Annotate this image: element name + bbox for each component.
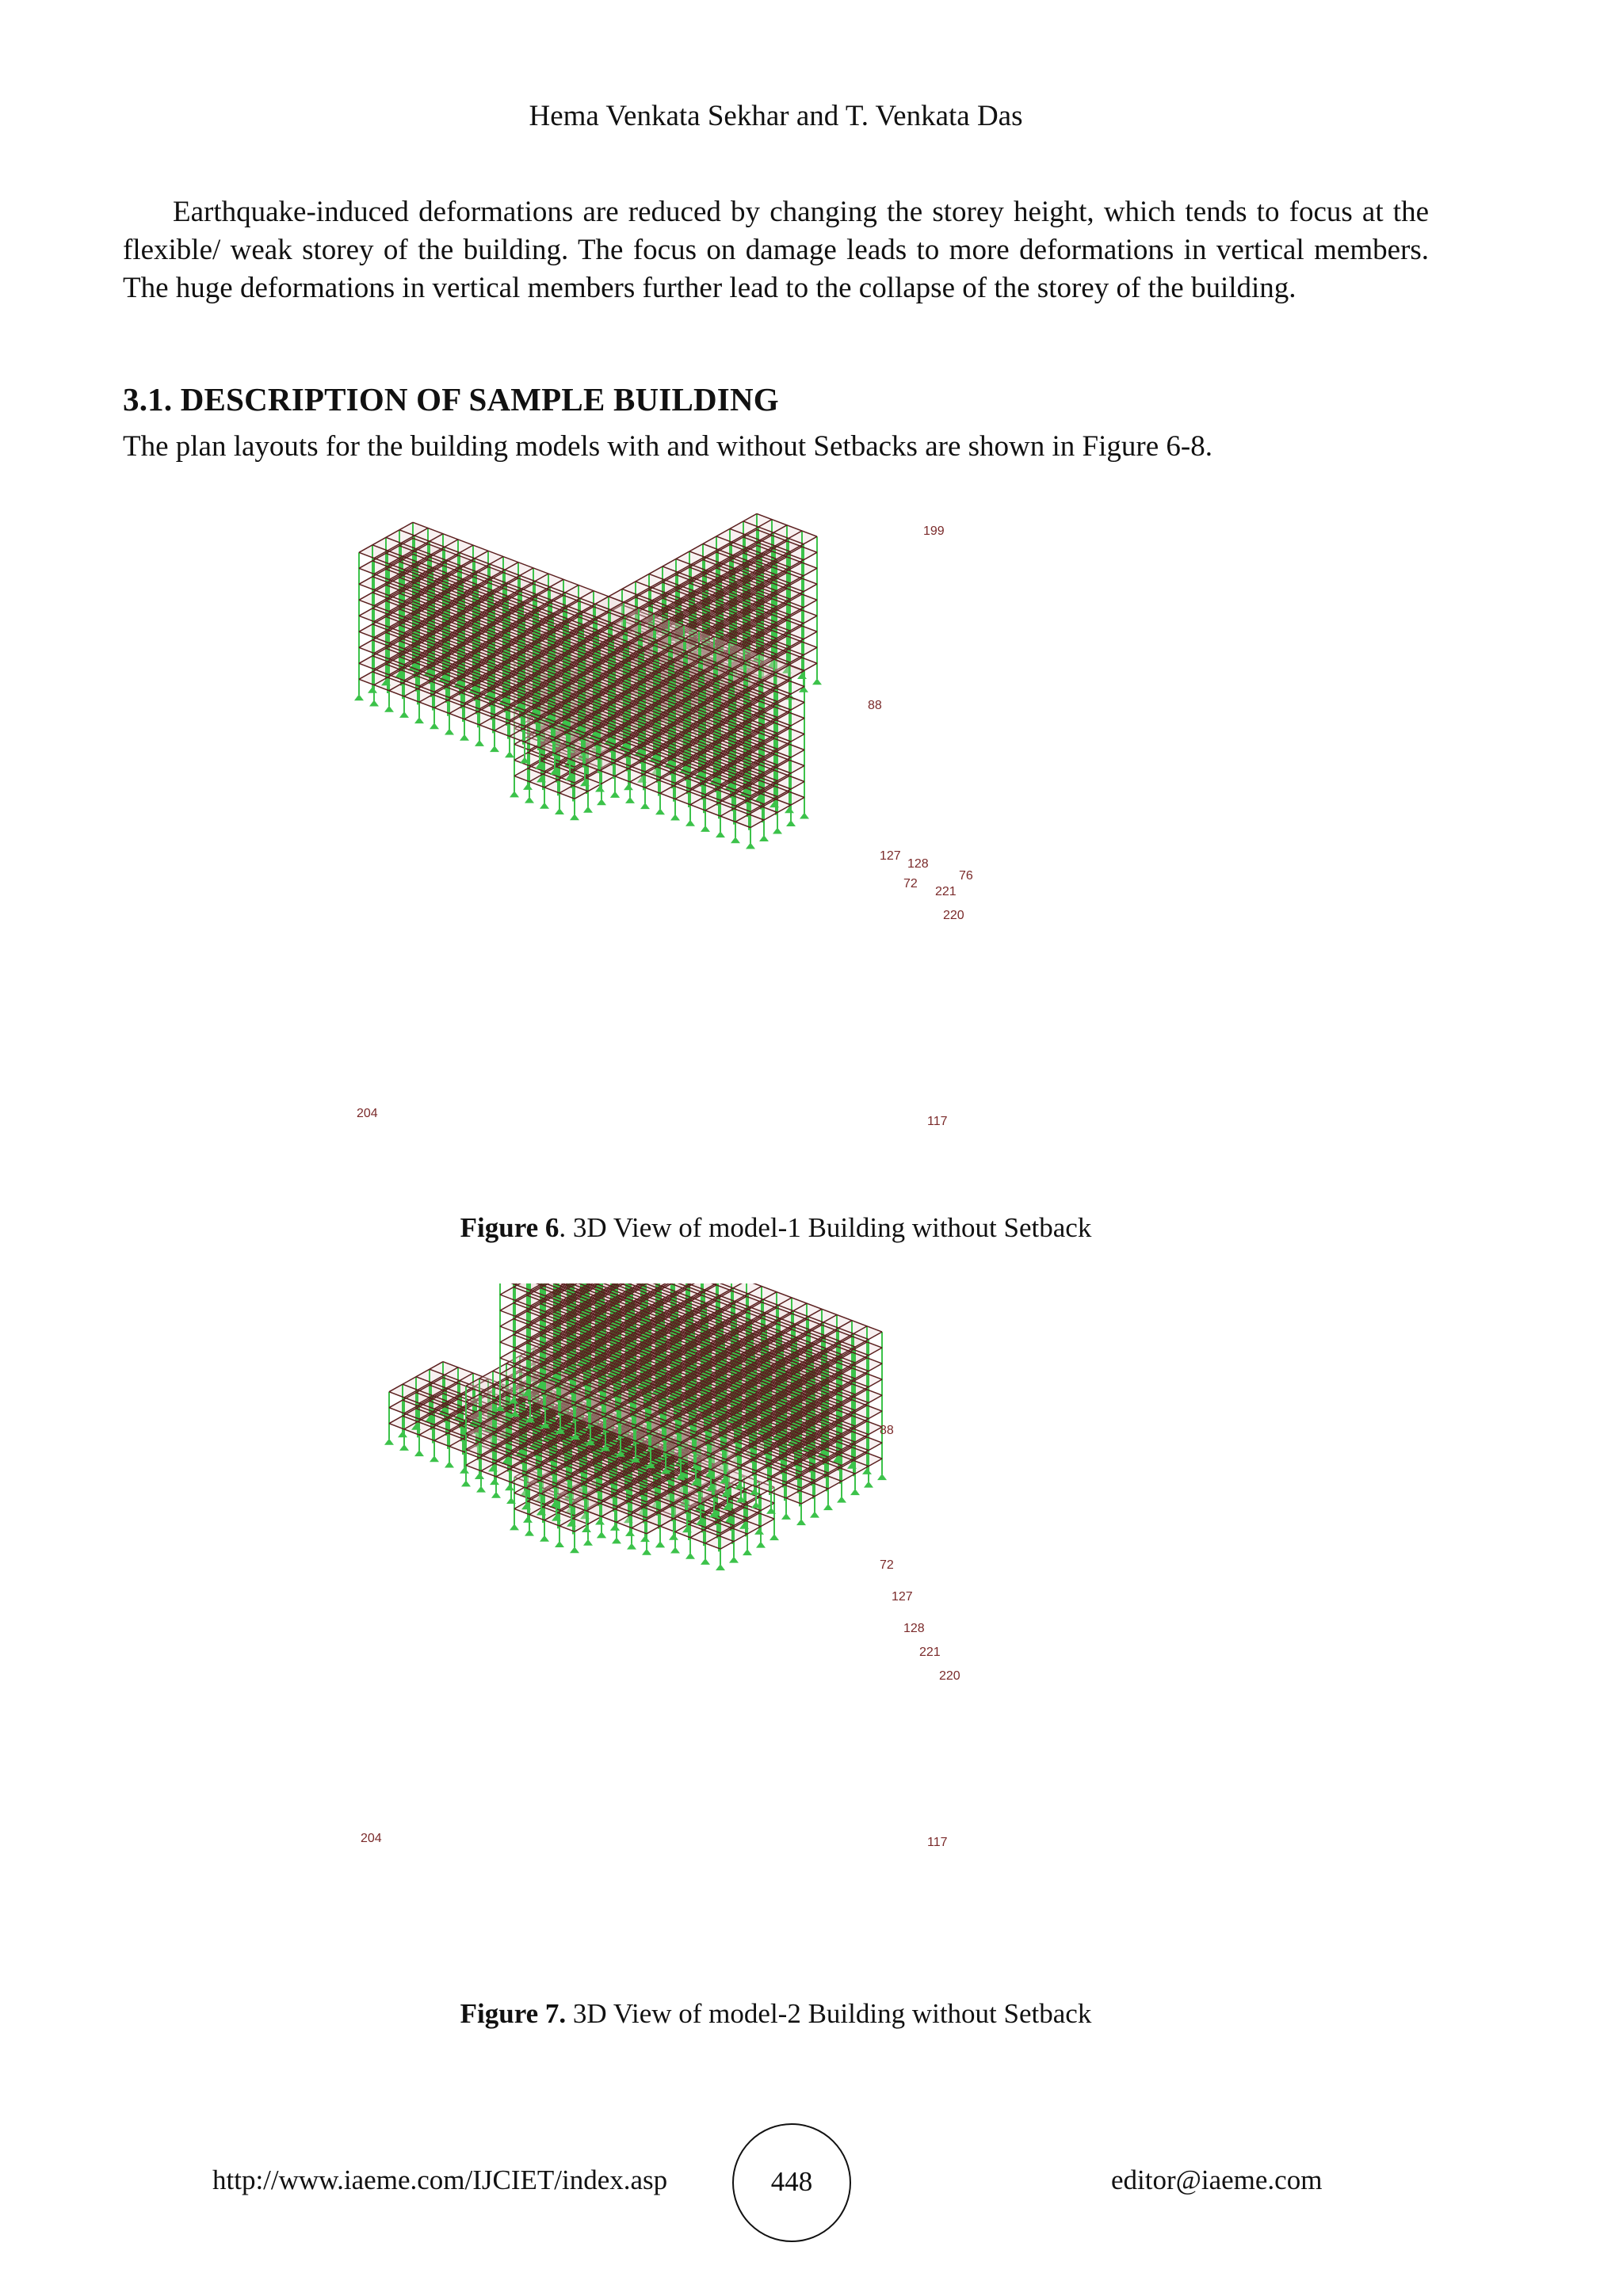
fig6-long-wing-support <box>570 814 579 820</box>
fig7-node-label: 128 <box>903 1622 925 1635</box>
fig7-core-support <box>642 1549 651 1555</box>
fig7-long-wing-low-support <box>555 1541 564 1547</box>
fig7-cross-wing-low-support <box>399 1444 409 1451</box>
fig6-long-wing-support <box>624 784 633 790</box>
fig6-long-wing-support <box>583 807 593 813</box>
fig6-cross-wing-support <box>460 734 469 741</box>
fig7-top-support <box>823 1504 833 1510</box>
fig6-cross-wing-support <box>800 813 809 819</box>
fig7-cross-wing-low-support <box>414 1450 424 1456</box>
fig7-long-wing-low-support <box>510 1524 519 1530</box>
fig7-core-support <box>476 1486 486 1493</box>
fig6-node-label: 220 <box>943 909 964 922</box>
running-header: Hema Venkata Sekhar and T. Venkata Das <box>529 100 1023 132</box>
fig7-cross-wing-low-support <box>398 1431 407 1437</box>
fig7-cross-wing-low-support <box>640 1535 650 1542</box>
fig6-cross-wing-support <box>610 791 620 798</box>
fig7-cross-wing-low-support <box>445 1462 454 1468</box>
fig7-cross-wing-low-support <box>743 1549 752 1555</box>
footer-url-link[interactable]: http://www.iaeme.com/IJCIET/index.asp <box>212 2164 668 2195</box>
fig6-node-label: 88 <box>868 699 882 712</box>
fig6-cross-wing-support <box>625 797 635 803</box>
footer-email-link[interactable]: editor@iaeme.com <box>1111 2164 1323 2195</box>
fig7-long-wing-low-support <box>523 1516 533 1523</box>
fig6-cross-wing-support <box>399 711 409 718</box>
fig6-node-label: 128 <box>907 857 929 871</box>
fig7-cross-wing-low-support <box>716 1564 725 1570</box>
fig7-top-support <box>810 1512 819 1518</box>
fig6-long-wing-support <box>510 791 519 797</box>
fig7-core-support <box>461 1480 471 1486</box>
figure-7-label: Figure 7. <box>460 1998 567 2029</box>
fig6-cross-wing-support <box>670 814 680 821</box>
fig6-cross-wing-support <box>640 803 650 809</box>
figure-7-caption <box>0 1997 1552 2031</box>
fig7-node-label: 72 <box>880 1558 894 1572</box>
figure-7-frame-model <box>333 1283 1268 1917</box>
fig7-long-wing-low-support <box>525 1530 534 1536</box>
page-number-circle <box>732 2123 851 2242</box>
fig6-cross-wing-support <box>354 694 364 700</box>
fig7-node-label: 127 <box>892 1590 913 1604</box>
fig7-top-support <box>877 1474 887 1480</box>
fig7-cross-wing-low-support <box>384 1439 394 1445</box>
figure-6-caption-text: . 3D View of model-1 Building without Setback <box>559 1212 1092 1243</box>
fig6-node-label: 199 <box>923 524 945 538</box>
fig7-cross-wing-low-support <box>756 1542 766 1548</box>
page-number: 448 <box>770 2166 813 2197</box>
fig7-long-wing-low-support <box>570 1547 579 1553</box>
fig6-long-wing-support <box>540 803 549 809</box>
figure-7-caption-text: 3D View of model-2 Building without Setback <box>566 1998 1092 2029</box>
fig7-cross-wing-low-support <box>460 1467 469 1474</box>
fig7-cross-wing-low-support <box>490 1478 499 1485</box>
fig7-core-support <box>491 1492 501 1498</box>
fig6-cross-wing-support <box>414 717 424 723</box>
fig7-top-support <box>864 1482 873 1488</box>
figure-6-caption <box>0 1211 1552 1245</box>
fig6-node-label: 204 <box>357 1107 378 1120</box>
fig7-top-support <box>781 1513 791 1520</box>
figure-6-frame-model <box>333 507 1268 1165</box>
fig6-cross-wing-support <box>746 843 755 849</box>
fig7-long-wing-low-support <box>583 1539 593 1546</box>
fig6-cross-wing-support <box>505 751 514 757</box>
fig7-top-support <box>850 1489 860 1495</box>
fig7-cross-wing-low-support <box>625 1530 635 1536</box>
fig6-cross-wing-support <box>773 828 782 834</box>
fig6-cross-wing-support <box>445 729 454 735</box>
fig7-node-label: 221 <box>919 1646 941 1659</box>
fig6-cross-wing-support <box>786 820 796 826</box>
fig7-core-support <box>669 1534 678 1540</box>
fig6-long-wing-support <box>523 784 533 790</box>
fig7-core-support <box>612 1537 621 1543</box>
section-intro: The plan layouts for the building models with and without Setbacks are shown in Figure 6-8. <box>123 430 1212 463</box>
fig6-cross-wing-support <box>685 820 695 826</box>
fig7-top-support <box>796 1519 806 1525</box>
fig7-core-support <box>627 1543 636 1550</box>
fig7-cross-wing-low-support <box>685 1553 695 1559</box>
fig6-cross-wing-support <box>369 700 379 707</box>
fig7-cross-wing-low-support <box>729 1557 739 1563</box>
fig7-node-label: 220 <box>939 1669 960 1683</box>
fig6-long-wing-support <box>597 799 606 805</box>
fig6-cross-wing-support <box>701 826 710 832</box>
fig7-node-label: 88 <box>880 1424 894 1437</box>
fig6-cross-wing-support <box>368 687 377 693</box>
fig7-core-support <box>597 1531 606 1538</box>
fig7-node-label: 204 <box>361 1832 382 1845</box>
section-heading: 3.1. DESCRIPTION OF SAMPLE BUILDING <box>123 381 779 418</box>
fig7-core-support <box>655 1541 665 1547</box>
figure-7 <box>0 1283 1623 2036</box>
fig6-node-label: 72 <box>903 877 918 891</box>
fig6-long-wing-support <box>525 797 534 803</box>
fig6-cross-wing-support <box>430 723 439 729</box>
fig7-top-support <box>837 1497 846 1503</box>
fig6-cross-wing-support <box>759 835 769 841</box>
fig6-cross-wing-support <box>716 831 725 837</box>
fig6-long-wing-support <box>555 808 564 814</box>
fig6-cross-wing-support <box>490 746 499 752</box>
fig7-cross-wing-low-support <box>430 1455 439 1462</box>
fig6-node-label: 76 <box>959 869 973 883</box>
figure-6 <box>0 507 1623 1252</box>
fig7-cross-wing-low-support <box>769 1534 779 1540</box>
fig7-cross-wing-low-support <box>505 1484 514 1490</box>
fig7-core-support <box>475 1473 484 1479</box>
figure-6-label: Figure 6 <box>460 1212 559 1243</box>
fig6-long-wing-support <box>812 678 822 685</box>
fig6-cross-wing-support <box>384 706 394 712</box>
fig7-node-label: 117 <box>927 1836 948 1849</box>
fig7-cross-wing-low-support <box>701 1558 710 1565</box>
fig6-cross-wing-support <box>731 837 740 843</box>
fig6-node-label: 117 <box>927 1115 948 1128</box>
fig6-cross-wing-support <box>475 740 484 746</box>
fig7-cross-wing-low-support <box>670 1547 680 1554</box>
fig7-long-wing-low-support <box>540 1535 549 1542</box>
body-paragraph: Earthquake-induced deformations are reduced by changing the storey height, which tends to focus at the flexible/ weak storey of the building. The focus on damage leads to more deformations in vertical members. The huge deformations in vertical members further lead to the collapse of the storey of the building. <box>123 196 1429 304</box>
fig6-node-label: 221 <box>935 885 957 898</box>
fig7-long-wing-low-support <box>610 1524 620 1531</box>
fig6-cross-wing-support <box>655 808 665 814</box>
fig6-node-label: 127 <box>880 849 901 863</box>
